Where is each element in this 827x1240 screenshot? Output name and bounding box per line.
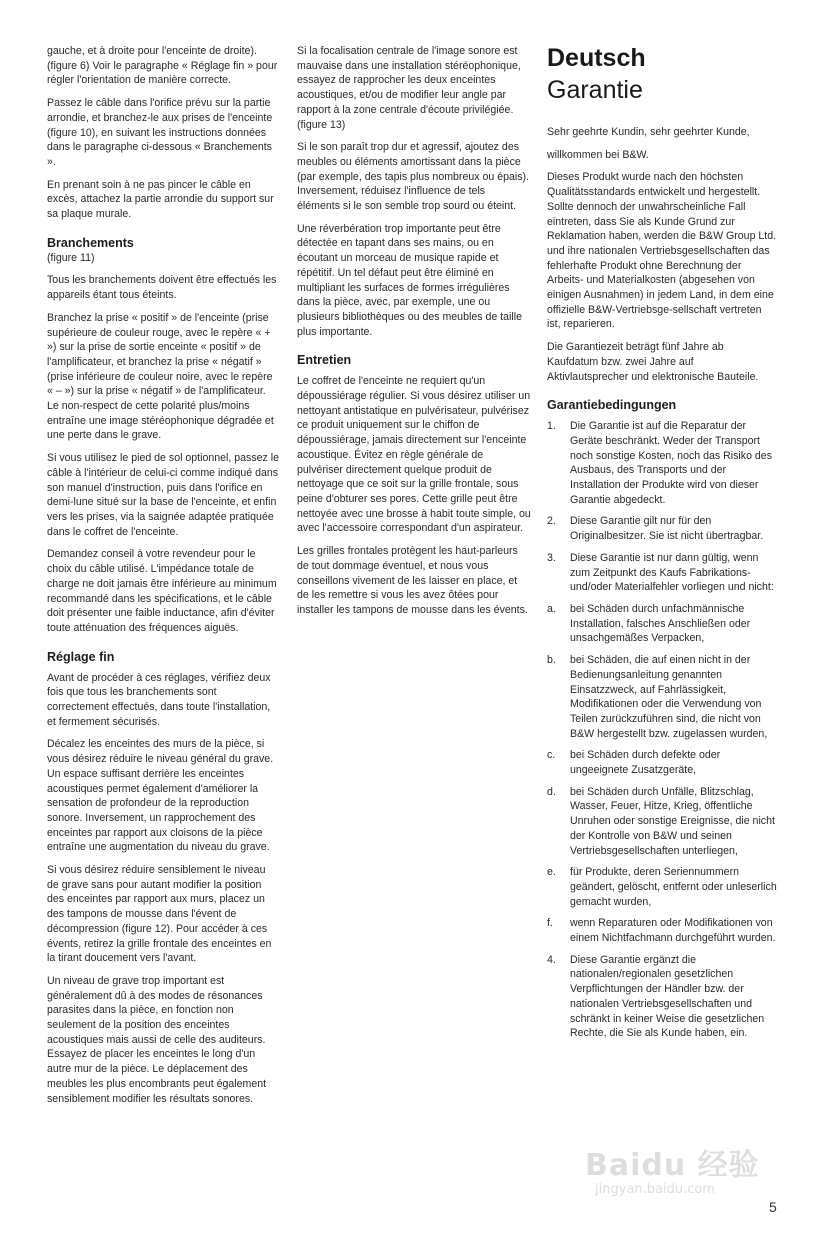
list-item (547, 514, 777, 543)
list-item-text: bei Schäden, die auf einen nicht in der Bedienungsanleitung genannten Einsatzzweck, auf Fahrlässigkeit, Modifikationen oder die Verwendung von Teilen zurückzuführen sind, die nicht von B&W hergestellt bzw. zugelassen wurden, (570, 654, 768, 740)
list-item (547, 785, 777, 859)
list-item-text: bei Schäden durch unfachmännische Installation, falsches Anschließen oder unsachgemäßes Verpacken, (570, 602, 751, 645)
list-item-text: Diese Garantie gilt nur für den Originalbesitzer. Sie ist nicht übertragbar. (570, 515, 764, 543)
paragraph: En prenant soin à ne pas pincer le câble en excès, attachez la partie arrondie du support sur sa plaque murale. (47, 178, 274, 221)
paragraph: Passez le câble dans l'orifice prévu sur la partie arrondie, et branchez-le aux prises de l'enceinte (figure 10), en suivant les instructions données dans le paragraphe ci-dessous « Branchements ». (47, 97, 273, 168)
paragraph: Si vous utilisez le pied de sol optionnel, passez le câble à l'intérieur de celui-ci comme indiqué dans son manuel d'instruction, puis dans l'orifice en demi-lune situé sur la base de l'enceinte, et enfin vers les prises, via la saignée adaptée pratiquée dans le coffret de l'enceinte. (47, 452, 280, 538)
list-item-text: Diese Garantie ist nur dann gültig, wenn zum Zeitpunkt des Kaufs Fabrikations- und/oder Materialfehler vorliegen und nicht: (570, 551, 774, 594)
paragraph: Si le son paraît trop dur et agressif, ajoutez des meubles ou éléments amortissant dans la pièce (par exemple, des tapis plus nombreux ou épais). Inversement, réduisez l'influence de tels éléments si le son semble trop sourd ou éteint. (297, 141, 530, 213)
list-marker: 1. (547, 420, 556, 433)
welcome-line: willkommen bei B&W. (547, 148, 649, 161)
list-marker: 4. (547, 953, 556, 966)
paragraph: Une réverbération trop importante peut être détectée en tapant dans ses mains, ou en écoutant un morceau de musique rapide et répétitif. Un tel défaut peut être éliminé en multipliant les surfaces de formes irrégulières dans la pièce, avec, par exemple, une ou plusieurs bibliothèques ou des meubles de taille plus importante. (297, 222, 522, 338)
paragraph: Dieses Produkt wurde nach den höchsten Qualitätsstandards entwickelt und hergestellt. Sollte dennoch der unwahrscheinliche Fall eintreten, dass Sie als Kunde Grund zur Reklamation haben, werden die B&W Group Ltd. und ihre nationalen Vertriebsgesellschaften das fehlerhafte Produkt ohne Berechnung der Arbeits- und Materialkosten (abgesehen von einigen Ausnahmen) in jedem Land, in dem eine offizielle B&W-Vertriebsge-sellschaft vertreten ist, reparieren. (547, 171, 777, 331)
list-item-text: für Produkte, deren Seriennummern geändert, gelöscht, entfernt oder unleserlich gemacht wurden, (570, 866, 777, 908)
watermark-logo: Baidu 经验 (585, 1148, 760, 1183)
list-marker: d. (547, 785, 556, 798)
page-number: 5 (769, 1199, 777, 1215)
list-item (547, 419, 777, 507)
list-marker: b. (547, 654, 556, 667)
paragraph: Branchez la prise « positif » de l'enceinte (prise supérieure de couleur rouge, avec le repère « + ») sur la prise de sortie enceinte « positif » de l'amplificateur, et branchez la prise « négatif » (prise inférieure de couleur noire, avec le repère « – ») sur la prise « négatif » de l'amplificateur. Le non-respect de cette polarité plus/moins entraîne une image stéréophonique dégradée et une perte dans le grave. (47, 311, 274, 442)
paragraph: Les grilles frontales protègent les haut-parleurs de tout dommage éventuel, et nous vous conseillons vivement de les laisser en place, et de les remettre si vous les avez ôtées pour installer les tampons de mousse dans les évents. (297, 545, 528, 616)
heading-garantiebedingungen: Garantiebedingungen (547, 398, 677, 413)
watermark-url: jingyan.baidu.com (595, 1182, 715, 1197)
column-middle (297, 44, 531, 626)
list-item (547, 602, 777, 646)
list-item (547, 653, 777, 741)
column-left (47, 44, 280, 1114)
column-right (547, 44, 777, 1048)
list-marker: e. (547, 866, 556, 879)
list-item (547, 953, 777, 1041)
list-item-text: Diese Garantie ergänzt die nationalen/regionalen gesetzlichen Verpflichtungen der Händler bzw. der nationalen Vertriebsgesellschaften und schränkt in keiner Weise die gesetzlichen Rechte, die Sie als Kunde haben, ein. (570, 953, 765, 1040)
list-marker: c. (547, 749, 556, 762)
paragraph: Tous les branchements doivent être effectués les appareils étant tous éteints. (47, 274, 277, 302)
greeting: Sehr geehrte Kundin, sehr geehrter Kunde, (547, 126, 750, 138)
list-marker: a. (547, 602, 556, 615)
list-marker: f. (547, 917, 553, 930)
list-item-text: Die Garantie ist auf die Reparatur der Geräte beschränkt. Weder der Transport noch sonstige Kosten, noch das Risiko des Ausbaus, des Transports und der Installation der Produkte wird von dieser Garantie abgedeckt. (570, 420, 772, 506)
paragraph: Si vous désirez réduire sensiblement le niveau de grave sans pour autant modifier la position des enceintes par rapport aux murs, placez un des tampons de mousse dans l'évent de décompression (figure 12). Pour accéder à ces évents, retirez la grille frontale des enceintes en la tirant doucement vers l'avant. (47, 864, 272, 965)
heading-branchements: Branchements (47, 235, 134, 250)
paragraph: Si la focalisation centrale de l'image sonore est mauvaise dans une installation stéréophonique, essayez de rapprocher les deux enceintes acoustiques, et/ou de modifier leur angle par rapport à la zone centrale d'écoute privilégiée. (figure 13) (297, 45, 521, 131)
language-heading: Deutsch (547, 44, 646, 72)
list-item-text: bei Schäden durch defekte oder ungeeignete Zusatzgeräte, (570, 749, 721, 777)
paragraph: Die Garantiezeit beträgt fünf Jahre ab Kaufdatum bzw. zwei Jahre auf Aktivlautsprecher und elektronische Bauteile. (547, 341, 759, 383)
paragraph: Avant de procéder à ces réglages, vérifiez deux fois que tous les branchements sont correctement effectués, dans toute l'installation, et fermement sécurisés. (47, 671, 271, 728)
figure-reference: (figure 11) (47, 251, 95, 264)
paragraph: Le coffret de l'enceinte ne requiert qu'un dépoussiérage régulier. Si vous désirez utiliser un nettoyant antistatique en pulvérisateur, pulvérisez ce produit uniquement sur le chiffon de dépoussiérage, jamais directement sur l'enceinte acoustique. Évitez en règle générale de pulvériser directement quelque produit de nettoyage que ce soit sur la grille frontale, sous peine d'obturer ses pores. Cette grille peut être nettoyée avec une brosse à habit toute simple, ou avec l'accessoire correspondant d'un aspirateur. (297, 375, 531, 535)
list-item (547, 551, 777, 595)
list-marker: 2. (547, 515, 556, 528)
list-item (547, 916, 777, 945)
list-item (547, 865, 777, 909)
paragraph: Décalez les enceintes des murs de la pièce, si vous désirez réduire le niveau général du grave. Un espace suffisant derrière les enceintes acoustiques permet également d'améliorer la sensation de profondeur de la reproduction sonore. Inversement, un rapprochement des enceintes par rapport aux cloisons de la pièce entraîne une augmentation du niveau du grave. (47, 738, 274, 854)
list-marker: 3. (547, 551, 556, 564)
heading-reglage-fin: Réglage fin (47, 649, 115, 664)
paragraph: Demandez conseil à votre revendeur pour le choix du câble utilisé. L'impédance totale de charge ne doit jamais être inférieure au minimum recommandé dans les spécifications, et le câble doit présenter une faible inductance, afin d'éviter toute atténuation des fréquences aiguës. (47, 548, 277, 634)
paragraph: gauche, et à droite pour l'enceinte de droite). (figure 6) Voir le paragraphe « Réglage fin » pour régler l'orientation de manière correcte. (47, 45, 278, 87)
terms-list (547, 419, 777, 1041)
list-item-text: bei Schäden durch Unfälle, Blitzschlag, Wasser, Feuer, Hitze, Krieg, öffentliche Unruhen oder sonstige Ereignisse, die nicht der Kontrolle von B&W und seinen Vertriebsgesellschaften unterliegen, (570, 785, 775, 857)
watermark (585, 1140, 775, 1204)
list-item-text: wenn Reparaturen oder Modifikationen von einem Nichtfachmann durchgeführt wurden. (570, 917, 776, 945)
paragraph: Un niveau de grave trop important est généralement dû à des modes de résonances parasites dans la pièce, en fonction non seulement de la position des enceintes acoustiques mais aussi de celle des auditeurs. Essayez de placer les enceintes le long d'un autre mur de la pièce. Le déplacement des meubles les plus encombrants peut également sensiblement modifier les résultats sonores. (47, 974, 267, 1105)
page-title: Garantie (547, 76, 643, 104)
list-item (547, 748, 777, 777)
heading-entretien: Entretien (297, 353, 352, 368)
